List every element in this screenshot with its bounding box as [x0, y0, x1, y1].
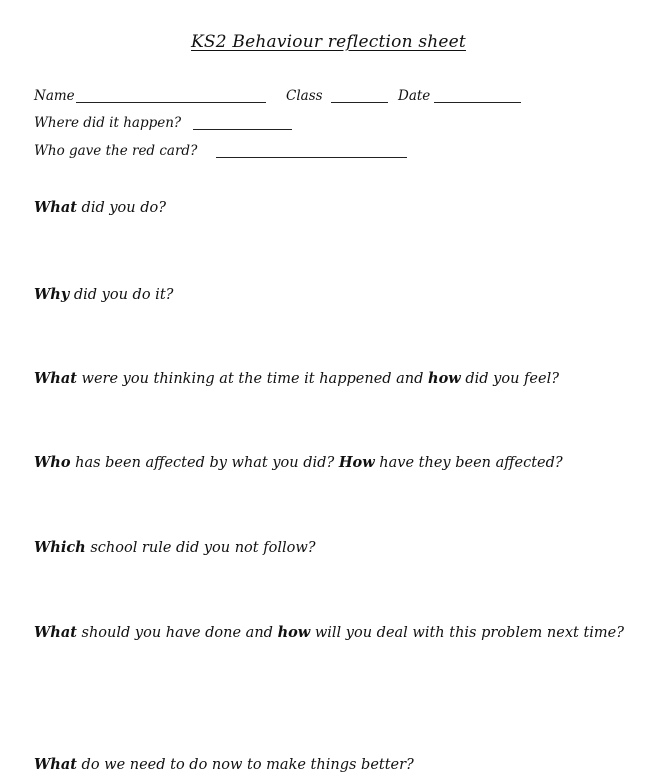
question-text-2: will you deal with this problem next time?: [310, 625, 625, 641]
name-blank-line[interactable]: [76, 102, 266, 103]
date-blank-line[interactable]: [434, 102, 521, 103]
question-what-should-you-have-done: [34, 622, 624, 644]
question-text: do we need to do now to make things better?: [76, 757, 414, 773]
question-keyword: Why: [34, 286, 70, 303]
question-text-2: have they been affected?: [374, 455, 563, 471]
question-who-has-been-affected: [34, 452, 624, 474]
question-keyword: What: [34, 199, 77, 216]
question-what-did-you-do: [34, 197, 624, 219]
name-label: Name: [34, 88, 75, 104]
question-text: should you have done and: [76, 625, 278, 641]
class-label: Class: [286, 88, 323, 104]
sheet-title: KS2 Behaviour reflection sheet: [191, 32, 466, 52]
question-keyword: Which: [34, 539, 86, 556]
question-keyword: What: [34, 624, 77, 641]
question-text-2: did you feel?: [460, 371, 559, 387]
question-text: did you do it?: [69, 287, 174, 303]
who-gave-card-label: Who gave the red card?: [34, 143, 198, 159]
question-what-were-you-thinking: [34, 368, 624, 390]
question-keyword: What: [34, 756, 77, 773]
question-keyword: Who: [34, 454, 71, 471]
question-keyword-2: How: [338, 454, 375, 471]
question-keyword: What: [34, 370, 77, 387]
question-make-things-better: [34, 754, 624, 776]
where-blank-line[interactable]: [193, 129, 292, 130]
class-blank-line[interactable]: [331, 102, 388, 103]
date-label: Date: [398, 88, 431, 104]
question-which-school-rule: [34, 537, 624, 559]
question-text: were you thinking at the time it happened and: [76, 371, 429, 387]
where-label: Where did it happen?: [34, 115, 182, 131]
who-gave-card-blank-line[interactable]: [216, 157, 407, 158]
question-why-did-you-do-it: [34, 284, 624, 306]
question-keyword-2: how: [277, 624, 311, 641]
question-text: has been affected by what you did?: [70, 455, 339, 471]
question-keyword-2: how: [428, 370, 461, 387]
question-text: school rule did you not follow?: [85, 540, 316, 556]
question-text: did you do?: [76, 200, 166, 216]
